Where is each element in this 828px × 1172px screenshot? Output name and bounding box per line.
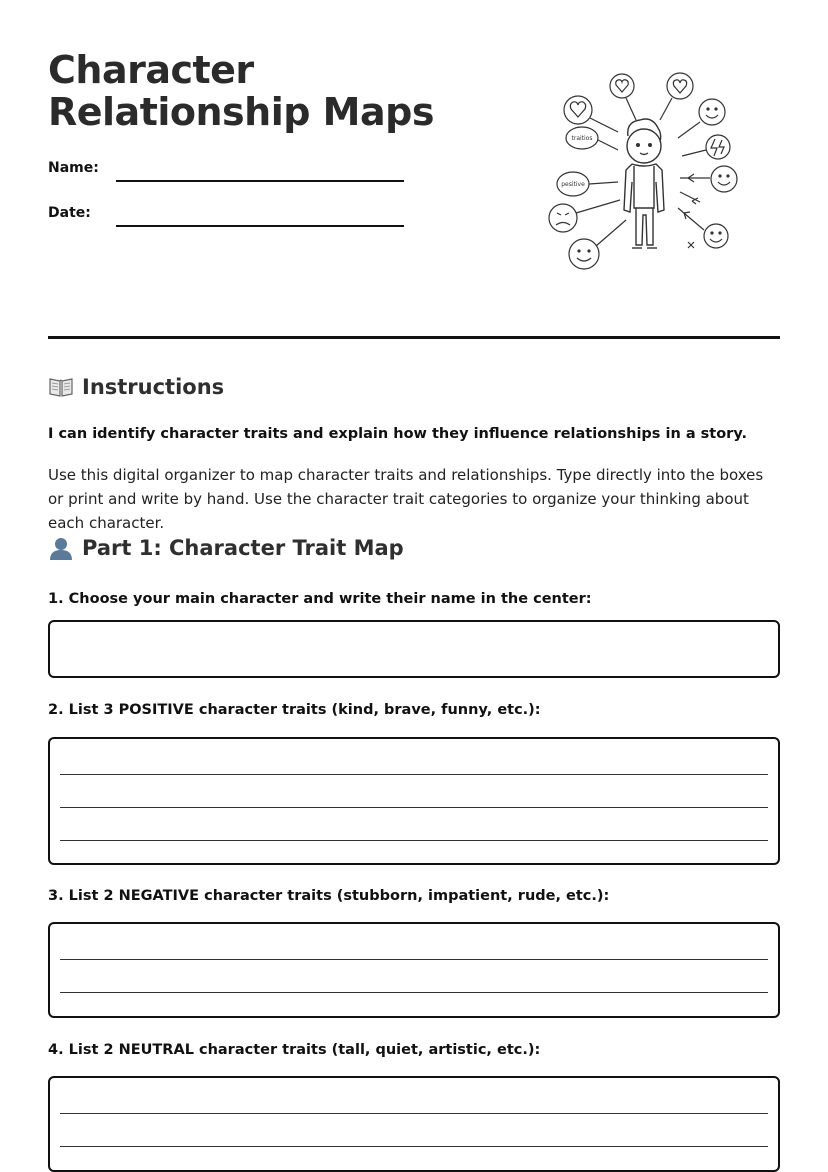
character-illustration (548, 70, 778, 275)
instructions-heading (48, 375, 224, 399)
child-icon (624, 119, 664, 248)
question-1-label: 1. Choose your main character and write their name in the center: (48, 591, 592, 607)
positive-trait-line-2[interactable] (60, 785, 768, 808)
name-field[interactable] (116, 160, 408, 182)
header-divider (48, 336, 780, 339)
question-3-label: 3. List 2 NEGATIVE character traits (stubborn, impatient, rude, etc.): (48, 888, 610, 904)
positive-traits-box (48, 737, 780, 865)
smiley-icon (711, 166, 737, 192)
main-character-input[interactable] (60, 630, 764, 670)
part1-heading-text: Part 1: Character Trait Map (82, 536, 404, 560)
smiley-icon (704, 224, 728, 248)
sad-face-icon (549, 204, 577, 232)
date-field-row (48, 205, 408, 235)
negative-traits-box (48, 922, 780, 1018)
learning-objective: I can identify character traits and explain how they influence relationships in a story. (48, 426, 747, 442)
negative-trait-line-1[interactable] (60, 937, 768, 960)
trait-bubble-label: traitios (571, 135, 593, 142)
neutral-trait-line-2[interactable] (60, 1124, 768, 1147)
neutral-traits-box (48, 1076, 780, 1172)
name-field-row (48, 160, 408, 190)
heart-icon (610, 74, 634, 98)
heart-icon (667, 73, 693, 99)
open-book-icon (48, 375, 74, 399)
positive-bubble-label: pesitive (561, 181, 585, 188)
arrow-icon (684, 174, 698, 248)
main-character-box (48, 620, 780, 678)
question-4-label: 4. List 2 NEUTRAL character traits (tall, quiet, artistic, etc.): (48, 1042, 541, 1058)
instructions-description: Use this digital organizer to map character traits and relationships. Type directly into the boxes or print and write by hand. Use the character trait categories to organize your thinking about each character. (48, 466, 764, 532)
neutral-trait-line-1[interactable] (60, 1091, 768, 1114)
page-title: Character Relationship Maps (48, 48, 434, 134)
part1-heading (48, 536, 404, 560)
smiley-icon (569, 239, 599, 269)
trait-bubble (566, 127, 598, 149)
positive-bubble (557, 172, 589, 196)
positive-trait-line-3[interactable] (60, 818, 768, 841)
negative-trait-line-2[interactable] (60, 970, 768, 993)
lightning-icon (706, 135, 730, 159)
smiley-icon (699, 99, 725, 125)
person-silhouette-icon (48, 536, 74, 560)
date-label: Date: (48, 205, 91, 221)
question-2-label: 2. List 3 POSITIVE character traits (kind, brave, funny, etc.): (48, 702, 541, 718)
heart-icon (564, 96, 592, 124)
name-label: Name: (48, 160, 99, 176)
date-field[interactable] (116, 205, 408, 227)
positive-trait-line-1[interactable] (60, 752, 768, 775)
instructions-heading-text: Instructions (82, 375, 225, 399)
